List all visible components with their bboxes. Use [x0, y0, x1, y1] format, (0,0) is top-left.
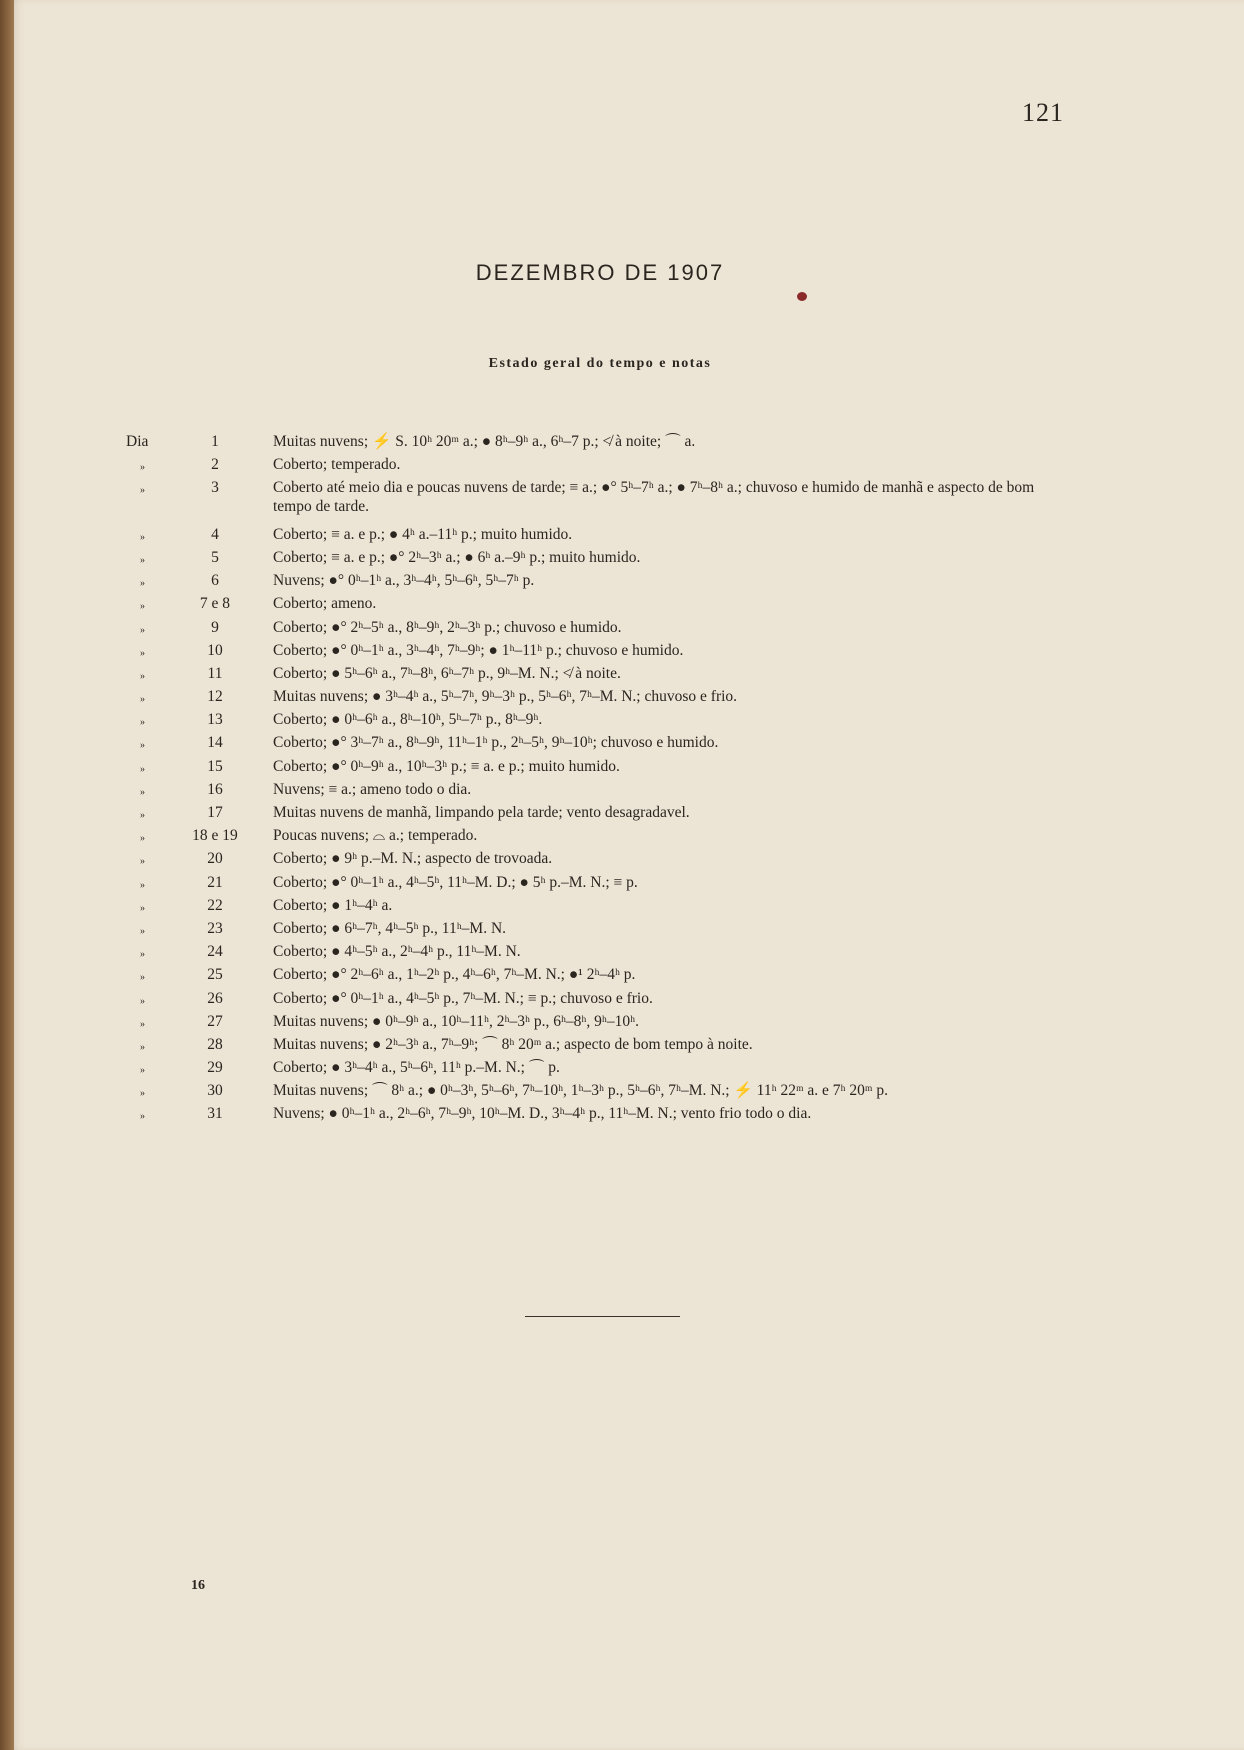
weather-note: Poucas nuvens; ⌓ a.; temperado.: [273, 827, 478, 845]
day-number: 5: [211, 548, 219, 566]
table-row: [0, 1058, 1244, 1081]
weather-note: Coberto; ●° 3ʰ–7ʰ a., 8ʰ–9ʰ, 11ʰ–1ʰ p., 2ʰ–5ʰ, 9ʰ–10ʰ; chuvoso e humido.: [273, 734, 719, 752]
weather-note: Coberto; ● 0ʰ–6ʰ a., 8ʰ–10ʰ, 5ʰ–7ʰ p., 8ʰ–9ʰ.: [273, 711, 543, 729]
ditto-mark: »: [140, 462, 145, 474]
ditto-mark: »: [140, 670, 145, 682]
table-row: [0, 757, 1244, 780]
day-number: 24: [207, 943, 223, 961]
table-row: [0, 525, 1244, 548]
table-row: [0, 618, 1244, 641]
table-row: [0, 942, 1244, 965]
weather-note: Muitas nuvens de manhã, limpando pela tarde; vento desagradavel.: [273, 804, 690, 822]
ditto-mark: »: [140, 879, 145, 891]
ditto-mark: »: [140, 578, 145, 590]
table-row: [0, 1035, 1244, 1058]
table-row: [0, 780, 1244, 803]
signature-mark: 16: [191, 1578, 205, 1593]
weather-note: Coberto; ●° 2ʰ–6ʰ a., 1ʰ–2ʰ p., 4ʰ–6ʰ, 7ʰ–M. N.; ●¹ 2ʰ–4ʰ p.: [273, 966, 636, 984]
table-row: [0, 919, 1244, 942]
day-number: 3: [211, 479, 219, 497]
weather-note: Coberto até meio dia e poucas nuvens de tarde; ≡ a.; ●° 5ʰ–7ʰ a.; ● 7ʰ–8ʰ a.; chuvoso e humido de manhã e aspecto de bom tempo de tarde.: [273, 479, 1035, 516]
ditto-mark: »: [140, 647, 145, 659]
day-number: 31: [207, 1105, 223, 1123]
table-row: [0, 965, 1244, 988]
ditto-mark: »: [140, 1111, 145, 1123]
weather-note: Coberto; ● 4ʰ–5ʰ a., 2ʰ–4ʰ p., 11ʰ–M. N.: [273, 943, 521, 961]
ditto-mark: »: [140, 717, 145, 729]
weather-note: Muitas nuvens; ● 3ʰ–4ʰ a., 5ʰ–7ʰ, 9ʰ–3ʰ p., 5ʰ–6ʰ, 7ʰ–M. N.; chuvoso e frio.: [273, 688, 738, 706]
day-number: 9: [211, 618, 219, 636]
day-number: 11: [207, 664, 223, 682]
table-row: [0, 989, 1244, 1012]
day-number: 20: [207, 850, 223, 868]
table-row: [0, 432, 1244, 455]
day-number: 27: [207, 1012, 223, 1030]
page-number: 121: [1022, 98, 1064, 127]
ditto-mark: »: [140, 902, 145, 914]
weather-note: Coberto; ●° 0ʰ–1ʰ a., 4ʰ–5ʰ p., 7ʰ–M. N.; ≡ p.; chuvoso e frio.: [273, 989, 653, 1007]
day-number: 22: [207, 896, 223, 914]
month-title: DEZEMBRO DE 1907: [475, 260, 725, 285]
day-number: 21: [207, 873, 223, 891]
ditto-mark: »: [140, 694, 145, 706]
table-row: [0, 478, 1244, 524]
weather-note: Muitas nuvens; ● 2ʰ–3ʰ a., 7ʰ–9ʰ; ⌒ 8ʰ 20ᵐ a.; aspecto de bom tempo à noite.: [273, 1035, 753, 1053]
table-row: [0, 1104, 1244, 1127]
ditto-mark: »: [140, 972, 145, 984]
ditto-mark: »: [140, 856, 145, 868]
weather-note: Coberto; ●° 0ʰ–1ʰ a., 4ʰ–5ʰ, 11ʰ–M. D.; ● 5ʰ p.–M. N.; ≡ p.: [273, 873, 638, 891]
ditto-mark: »: [140, 1088, 145, 1100]
day-number: 6: [211, 572, 219, 590]
ditto-mark: »: [140, 740, 145, 752]
ditto-mark: »: [140, 554, 145, 566]
weather-note: Coberto; ●° 0ʰ–9ʰ a., 10ʰ–3ʰ p.; ≡ a. e p.; muito humido.: [273, 757, 620, 775]
ditto-mark: »: [140, 810, 145, 822]
table-row: [0, 548, 1244, 571]
day-number: 17: [207, 804, 223, 822]
table-row: [0, 1012, 1244, 1035]
weather-note: Coberto; ●° 2ʰ–5ʰ a., 8ʰ–9ʰ, 2ʰ–3ʰ p.; chuvoso e humido.: [273, 618, 622, 636]
day-number: 13: [207, 711, 223, 729]
weather-note: Coberto; ameno.: [273, 595, 377, 613]
weather-note: Coberto; ● 6ʰ–7ʰ, 4ʰ–5ʰ p., 11ʰ–M. N.: [273, 919, 507, 937]
weather-note: Coberto; ● 3ʰ–4ʰ a., 5ʰ–6ʰ, 11ʰ p.–M. N.; ⌒ p.: [273, 1059, 560, 1077]
day-number: 1: [211, 433, 219, 450]
ditto-mark: »: [140, 786, 145, 798]
ditto-mark: »: [140, 485, 145, 497]
dia-label: Dia: [126, 433, 149, 450]
ditto-mark: »: [140, 763, 145, 775]
day-number: 25: [207, 966, 223, 984]
day-number: 15: [207, 757, 223, 775]
table-row: [0, 571, 1244, 594]
weather-note: Nuvens; ≡ a.; ameno todo o dia.: [273, 780, 472, 798]
table-row: [0, 803, 1244, 826]
ditto-mark: »: [140, 601, 145, 613]
table-row: [0, 733, 1244, 756]
table-row: [0, 455, 1244, 478]
table-row: [0, 687, 1244, 710]
section-title: Estado geral do tempo e notas: [488, 356, 712, 371]
day-number: 26: [207, 989, 223, 1007]
day-number: 4: [211, 525, 219, 543]
weather-note: Coberto; ●° 0ʰ–1ʰ a., 3ʰ–4ʰ, 7ʰ–9ʰ; ● 1ʰ–11ʰ p.; chuvoso e humido.: [273, 641, 684, 659]
day-number: 14: [207, 734, 223, 752]
weather-note: Coberto; ≡ a. e p.; ● 4ʰ a.–11ʰ p.; muito humido.: [273, 525, 573, 543]
table-row: [0, 641, 1244, 664]
weather-note: Muitas nuvens; ⚡ S. 10ʰ 20ᵐ a.; ● 8ʰ–9ʰ a., 6ʰ–7 p.; ≮ à noite; ⌒ a.: [273, 433, 696, 450]
ink-spot: [797, 292, 807, 301]
weather-note: Coberto; ● 9ʰ p.–M. N.; aspecto de trovoada.: [273, 850, 553, 868]
ditto-mark: »: [140, 833, 145, 845]
table-row: [0, 849, 1244, 872]
table-row: [0, 1081, 1244, 1104]
weather-note: Coberto; ● 1ʰ–4ʰ a.: [273, 896, 393, 914]
weather-note: Coberto; temperado.: [273, 456, 401, 474]
day-number: 16: [207, 780, 223, 798]
day-number: 7 e 8: [199, 595, 231, 613]
weather-note: Muitas nuvens; ⌒ 8ʰ a.; ● 0ʰ–3ʰ, 5ʰ–6ʰ, 7ʰ–10ʰ, 1ʰ–3ʰ p., 5ʰ–6ʰ, 7ʰ–M. N.; ⚡ 11ʰ 22ᵐ a. e 7ʰ 20ᵐ p.: [273, 1082, 888, 1100]
ditto-mark: »: [140, 1065, 145, 1077]
weather-note: Coberto; ● 5ʰ–6ʰ a., 7ʰ–8ʰ, 6ʰ–7ʰ p., 9ʰ–M. N.; ≮ à noite.: [273, 664, 621, 682]
day-number: 18 e 19: [192, 827, 238, 845]
ditto-mark: »: [140, 1041, 145, 1053]
ditto-mark: »: [140, 995, 145, 1007]
day-number: 28: [207, 1035, 223, 1053]
day-number: 30: [207, 1082, 223, 1100]
day-number: 29: [207, 1059, 223, 1077]
table-row: [0, 594, 1244, 617]
day-number: 10: [207, 641, 223, 659]
day-number: 23: [207, 919, 223, 937]
table-row: [0, 826, 1244, 849]
day-number: 12: [207, 688, 223, 706]
weather-notes-table: [0, 432, 1244, 1128]
table-row: [0, 664, 1244, 687]
table-row: [0, 873, 1244, 896]
ditto-mark: »: [140, 949, 145, 961]
closing-rule: [525, 1316, 680, 1317]
weather-note: Nuvens; ● 0ʰ–1ʰ a., 2ʰ–6ʰ, 7ʰ–9ʰ, 10ʰ–M. D., 3ʰ–4ʰ p., 11ʰ–M. N.; vento frio todo o dia.: [273, 1105, 812, 1123]
ditto-mark: »: [140, 624, 145, 636]
day-number: 2: [211, 456, 219, 474]
weather-note: Nuvens; ●° 0ʰ–1ʰ a., 3ʰ–4ʰ, 5ʰ–6ʰ, 5ʰ–7ʰ p.: [273, 572, 535, 590]
table-row: [0, 710, 1244, 733]
ditto-mark: »: [140, 1018, 145, 1030]
ditto-mark: »: [140, 925, 145, 937]
weather-note: Muitas nuvens; ● 0ʰ–9ʰ a., 10ʰ–11ʰ, 2ʰ–3ʰ p., 6ʰ–8ʰ, 9ʰ–10ʰ.: [273, 1012, 639, 1030]
ditto-mark: »: [140, 531, 145, 543]
weather-note: Coberto; ≡ a. e p.; ●° 2ʰ–3ʰ a.; ● 6ʰ a.–9ʰ p.; muito humido.: [273, 548, 641, 566]
table-row: [0, 896, 1244, 919]
